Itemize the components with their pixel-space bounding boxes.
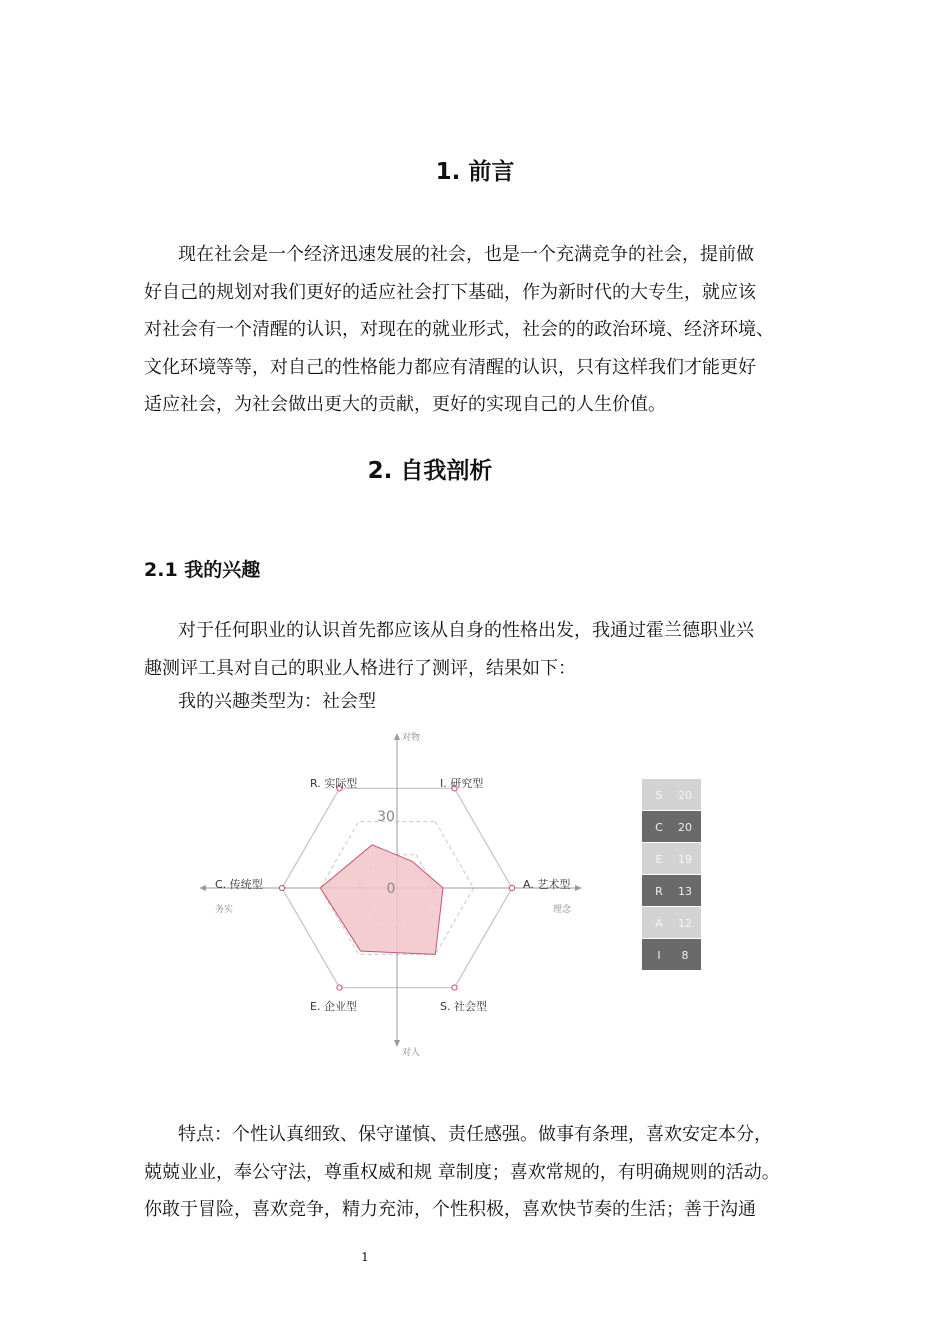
ranking-row [642, 939, 701, 970]
ranking-score: 13 [678, 885, 692, 898]
radar-data-area [320, 845, 443, 955]
axis-end-right-label: 理念 [553, 905, 572, 915]
arrow-up-icon [394, 733, 400, 740]
interest-line: 对于任何职业的认识首先都应该从自身的性格出发，我通过霍兰德职业兴 [178, 620, 754, 641]
axis-end-bottom-label: 对人 [402, 1048, 421, 1058]
axis-end-top-label: 对物 [402, 733, 421, 743]
axis-end-dot [452, 985, 457, 990]
holland-radar-chart [200, 725, 730, 1060]
axis-label: I. 研究型 [440, 777, 484, 790]
intro-line: 好自己的规划对我们更好的适应社会打下基础，作为新时代的大专生，就应该 [144, 281, 756, 303]
ranking-row [642, 811, 701, 842]
ranking-score: 19 [678, 853, 692, 866]
axis-end-dot [509, 885, 514, 890]
intro-paragraph [144, 236, 824, 424]
axis-label: E. 企业型 [310, 1000, 357, 1013]
intro-line: 文化环境等等，对自己的性格能力都应有清醒的认识，只有这样我们才能更好 [144, 356, 756, 378]
ranking-score: 8 [681, 949, 689, 962]
ranking-score: 20 [678, 821, 692, 834]
ranking-row [642, 875, 701, 906]
intro-line: 现在社会是一个经济迅速发展的社会，也是一个充满竞争的社会，提前做 [178, 244, 754, 265]
heading-self-analysis: 2. 自我剖析 [367, 458, 493, 484]
heading-intro: 1. 前言 [435, 159, 515, 185]
traits-line: 特点：个性认真细致、保守谨慎、责任感强。做事有条理，喜欢安定本分， [178, 1124, 772, 1145]
scale-max-label: 30 [377, 809, 395, 825]
axis-end-left-label: 务实 [215, 905, 234, 915]
ranking-code: S [655, 789, 663, 802]
ranking-code: E [655, 853, 663, 866]
ranking-row [642, 779, 701, 810]
axis-label: C. 传统型 [215, 878, 263, 891]
traits-line: 兢兢业业，奉公守法，尊重权威和规 章制度；喜欢常规的，有明确规则的活动。 [144, 1161, 780, 1183]
axis-end-dot [337, 985, 342, 990]
axis-end-dot [279, 885, 284, 890]
axis-label: R. 实际型 [310, 777, 358, 790]
heading-my-interest: 2.1 我的兴趣 [144, 559, 261, 581]
page-number: 1 [361, 1250, 369, 1264]
score-ranking-list [642, 779, 701, 970]
arrow-right-icon [575, 885, 582, 891]
interest-type-line: 我的兴趣类型为：社会型 [178, 691, 376, 712]
interest-paragraph [144, 612, 824, 721]
ranking-row [642, 907, 701, 938]
ranking-code: C [655, 821, 663, 834]
traits-paragraph [144, 1116, 844, 1229]
ranking-score: 20 [678, 789, 692, 802]
arrow-down-icon [394, 1040, 400, 1047]
traits-line: 你敢于冒险，喜欢竞争，精力充沛，个性积极，喜欢快节奏的生活；善于沟通 [144, 1199, 756, 1220]
ranking-code: A [655, 917, 663, 930]
arrow-left-icon [200, 885, 206, 891]
interest-line: 趣测评工具对自己的职业人格进行了测评，结果如下： [144, 657, 576, 679]
axis-label: A. 艺术型 [523, 878, 571, 891]
ranking-score: 12 [678, 917, 692, 930]
ranking-code: I [657, 949, 661, 962]
scale-min-label: 0 [386, 881, 396, 897]
intro-line: 适应社会，为社会做出更大的贡献，更好的实现自己的人生价值。 [144, 394, 666, 415]
intro-line: 对社会有一个清醒的认识，对现在的就业形式，社会的的政治环境、经济环境、 [144, 319, 774, 340]
ranking-row [642, 843, 701, 874]
ranking-code: R [655, 885, 663, 898]
axis-label: S. 社会型 [440, 1000, 487, 1013]
